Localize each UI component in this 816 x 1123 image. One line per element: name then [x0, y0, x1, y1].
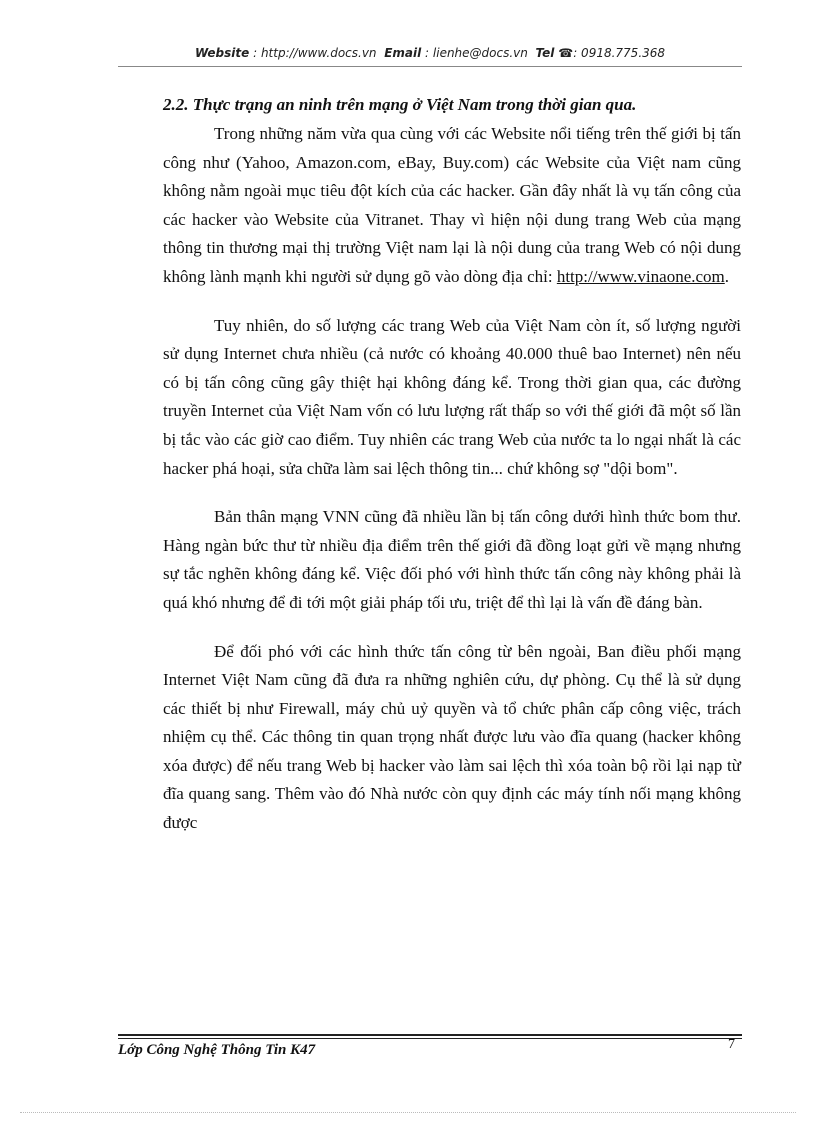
tel-number: : 0918.775.368	[573, 46, 666, 60]
header-divider	[118, 66, 742, 67]
page-header	[118, 46, 742, 60]
website-label: Website	[194, 46, 250, 60]
section-heading: 2.2. Thực trạng an ninh trên mạng ở Việt Nam trong thời gian qua.	[163, 95, 637, 114]
paragraph-4: Để đối phó với các hình thức tấn công từ bên ngoài, Ban điều phối mạng Internet Việt Nam cũng đã đưa ra những nghiên cứu, dự phòng. Cụ thể là sử dụng các thiết bị như Firewall, máy chủ uỷ quyền và tổ chức phân cấp công việc, trách nhiệm cụ thể. Các thông tin quan trọng nhất được lưu vào đĩa quang (hacker không xóa được) để nếu trang Web bị hacker vào làm sai lệch thì xóa toàn bộ rồi lại nạp từ đĩa quang sang. Thêm vào đó Nhà nước còn quy định các máy tính nối mạng không được	[163, 641, 741, 833]
document-body	[163, 92, 741, 858]
paragraph-1-suffix: .	[724, 266, 730, 286]
phone-icon: ☎	[558, 46, 574, 60]
paragraph-1-text: Trong những năm vừa qua cùng với các Website nổi tiếng trên thế giới bị tấn công như (Yahoo, Amazon.com, eBay, Buy.com) các Website của Việt nam cũng không nằm ngoài mục tiêu đột kích của các hacker. Gần đây nhất là vụ tấn công của các hacker vào Website của Vitranet. Thay vì hiện nội dung trang Web của mạng thông tin thương mại thị trường Việt nam lại là nội dung của trang Web có nội dung không lành mạnh khi người sử dụng gõ vào dòng địa chỉ:	[163, 124, 741, 286]
paragraph-3: Bản thân mạng VNN cũng đã nhiều lần bị tấn công dưới hình thức bom thư. Hàng ngàn bức thư từ nhiều địa điểm trên thế giới đã đồng loạt gửi về mạng nhưng sự tắc nghẽn không đáng kể. Việc đối phó với hình thức tấn công này không phải là quá khó nhưng để đi tới một giải pháp tối ưu, triệt để thì lại là vấn đề đáng bàn.	[163, 507, 741, 612]
paragraph-1	[163, 120, 741, 292]
website-url[interactable]: : http://www.docs.vn	[253, 46, 377, 60]
footer-class-name: Lớp Công Nghệ Thông Tin K47	[118, 1042, 316, 1058]
page-number: 7	[728, 1037, 735, 1052]
paragraph-2: Tuy nhiên, do số lượng các trang Web của Việt Nam còn ít, số lượng người sử dụng Internet chưa nhiều (cả nước có khoảng 40.000 thuê bao Internet) nên nếu có bị tấn công cũng gây thiệt hại không đáng kể. Trong thời gian qua, các đường truyền Internet của Việt Nam vốn có lưu lượng rất thấp so với thế giới đã một số lần bị tắc vào các giờ cao điểm. Tuy nhiên các trang Web của nước ta lo ngại nhất là các hacker phá hoại, sửa chữa làm sai lệch thông tin... chứ không sợ "dội bom".	[163, 315, 741, 478]
email-label: Email	[384, 46, 422, 60]
vinaone-link[interactable]: http://www.vinaone.com	[556, 266, 725, 286]
email-address[interactable]: : lienhe@docs.vn	[425, 46, 528, 60]
tel-label: Tel	[535, 46, 555, 60]
footer-divider-thin	[118, 1038, 742, 1039]
page-edge-dotted-line	[20, 1112, 796, 1113]
footer-divider	[118, 1034, 742, 1036]
